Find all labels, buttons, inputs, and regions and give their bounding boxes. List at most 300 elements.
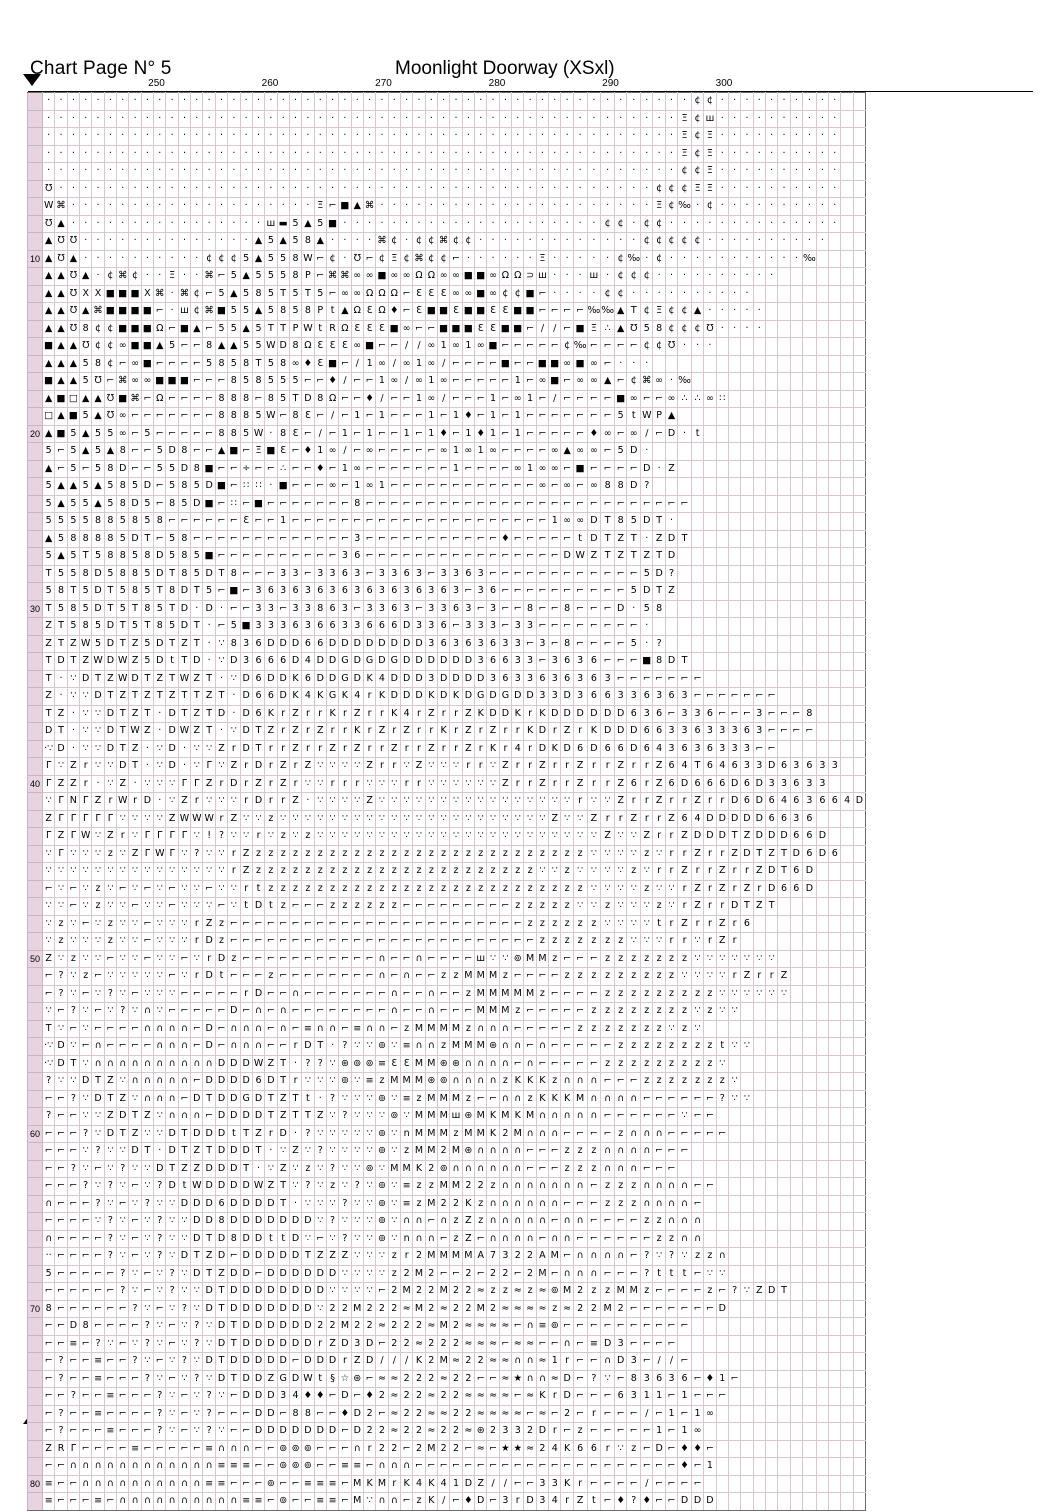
grid-cell: ¢ <box>615 215 627 233</box>
grid-cell: ⌐ <box>265 1020 277 1038</box>
grid-cell: Z <box>615 793 627 811</box>
grid-cell: · <box>653 285 665 303</box>
grid-cell <box>790 408 802 426</box>
grid-cell: ⌐ <box>524 1143 536 1161</box>
grid-cell: ∩ <box>573 1265 587 1283</box>
grid-cell: M <box>475 1003 487 1021</box>
grid-cell: · <box>43 128 55 146</box>
grid-cell: ⌘ <box>154 285 166 303</box>
grid-cell: ·∵ <box>43 1038 55 1056</box>
grid-cell: K <box>450 688 462 706</box>
grid-cell: ∵ <box>587 898 601 916</box>
grid-cell: · <box>289 198 301 216</box>
grid-cell: Z <box>289 723 301 741</box>
grid-cell: ⌐ <box>549 303 561 321</box>
grid-cell: ∵ <box>728 1090 740 1108</box>
grid-cell: D <box>601 723 615 741</box>
grid-cell: 5 <box>615 408 627 426</box>
grid-cell: ∵ <box>166 775 178 793</box>
grid-cell: · <box>363 93 375 111</box>
grid-cell: W <box>178 810 190 828</box>
grid-cell: z <box>326 898 338 916</box>
grid-cell: ℧ <box>67 303 79 321</box>
grid-cell: ∩ <box>641 1143 653 1161</box>
grid-cell: D <box>388 688 400 706</box>
grid-cell: Z <box>289 793 301 811</box>
grid-cell: ⌐ <box>587 985 601 1003</box>
grid-cell: Ɛ <box>499 303 511 321</box>
grid-cell: ∩ <box>141 1055 153 1073</box>
grid-cell: D <box>178 618 190 636</box>
grid-cell: ⌐ <box>641 1108 653 1126</box>
grid-cell: r <box>549 723 561 741</box>
grid-cell: z <box>587 933 601 951</box>
grid-cell: ⌐ <box>265 513 277 531</box>
grid-cell <box>853 740 865 758</box>
grid-cell: ■ <box>55 425 67 443</box>
grid-cell: z <box>450 1213 462 1231</box>
grid-cell: ⌐ <box>376 1003 388 1021</box>
grid-cell: 5 <box>55 513 67 531</box>
grid-cell: · <box>790 163 802 181</box>
grid-cell: 6 <box>778 758 790 776</box>
grid-cell: ⌐ <box>425 530 437 548</box>
grid-cell <box>803 1318 817 1336</box>
grid-cell <box>704 583 716 601</box>
grid-cell: ■ <box>512 303 524 321</box>
grid-cell: ⌐ <box>265 915 277 933</box>
grid-cell: ∵ <box>741 1038 753 1056</box>
grid-cell: · <box>641 145 653 163</box>
grid-cell: ⌐ <box>55 1318 67 1336</box>
grid-cell: · <box>388 110 400 128</box>
grid-cell: ≈ <box>512 1300 524 1318</box>
grid-cell: 8 <box>178 548 190 566</box>
grid-cell: z <box>587 1020 601 1038</box>
grid-cell: 6 <box>653 705 665 723</box>
grid-cell: ⌐ <box>67 898 79 916</box>
grid-cell: ⌐ <box>388 408 400 426</box>
grid-cell: ¢ <box>665 303 677 321</box>
row-label <box>28 618 43 636</box>
grid-cell: Z <box>240 863 252 881</box>
grid-cell: Z <box>141 1108 153 1126</box>
grid-cell: ∞ <box>665 390 677 408</box>
grid-cell: z <box>549 933 561 951</box>
grid-cell: z <box>549 880 561 898</box>
grid-cell: D <box>178 583 190 601</box>
grid-cell: 2 <box>351 1318 363 1336</box>
grid-cell: · <box>277 128 289 146</box>
grid-cell: 8 <box>289 338 301 356</box>
grid-cell: ⊚ <box>376 1125 388 1143</box>
grid-cell: · <box>228 705 240 723</box>
grid-row <box>28 1213 866 1231</box>
grid-cell: 8 <box>166 583 178 601</box>
grid-cell: · <box>678 268 692 286</box>
grid-cell: · <box>363 145 375 163</box>
grid-cell <box>816 338 828 356</box>
grid-cell: ⌐ <box>587 600 601 618</box>
grid-cell: ∵ <box>80 1003 92 1021</box>
grid-cell <box>728 1125 740 1143</box>
grid-cell: K <box>265 705 277 723</box>
grid-cell: ∵ <box>166 915 178 933</box>
grid-cell: ⌐ <box>400 985 412 1003</box>
grid-cell: 6 <box>252 653 264 671</box>
grid-cell: ⌐ <box>524 1003 536 1021</box>
grid-cell: ⌐ <box>351 950 363 968</box>
grid-cell: Ξ <box>314 198 326 216</box>
grid-cell: · <box>816 198 828 216</box>
grid-cell: ∩ <box>191 1055 203 1073</box>
grid-cell: · <box>289 180 301 198</box>
grid-cell: ▲ <box>302 215 314 233</box>
grid-cell: z <box>487 880 499 898</box>
grid-cell: ⌐ <box>240 530 252 548</box>
grid-cell: T <box>203 723 215 741</box>
grid-cell: Ω <box>154 390 166 408</box>
grid-cell: · <box>80 233 92 251</box>
grid-cell: D <box>326 670 338 688</box>
grid-cell: ⌐ <box>549 1143 561 1161</box>
grid-cell: z <box>438 968 450 986</box>
grid-cell: ⊚ <box>376 1230 388 1248</box>
grid-cell: 8 <box>80 530 92 548</box>
grid-cell: · <box>388 198 400 216</box>
grid-cell: ⌐ <box>678 1283 692 1301</box>
grid-cell: ■ <box>475 268 487 286</box>
grid-cell: ∩ <box>665 1195 677 1213</box>
grid-cell: ∵ <box>351 1125 363 1143</box>
grid-cell <box>853 880 865 898</box>
grid-cell: · <box>487 250 499 268</box>
grid-cell: ⌐ <box>104 1353 116 1371</box>
grid-cell: · <box>741 110 753 128</box>
grid-cell: T <box>104 600 116 618</box>
grid-cell: ∵ <box>641 863 653 881</box>
grid-cell: ∩ <box>512 1038 524 1056</box>
grid-cell: ⌐ <box>141 460 153 478</box>
grid-cell: · <box>252 128 264 146</box>
grid-cell <box>704 460 716 478</box>
grid-cell: T <box>129 758 141 776</box>
grid-cell: 5 <box>215 285 227 303</box>
grid-cell: · <box>536 93 548 111</box>
grid-cell: 5 <box>265 355 277 373</box>
grid-cell: z <box>641 985 653 1003</box>
grid-cell: z <box>549 1300 561 1318</box>
grid-cell: 8 <box>141 600 153 618</box>
grid-cell: · <box>154 128 166 146</box>
grid-cell: ∵ <box>154 915 166 933</box>
grid-cell: D <box>228 1160 240 1178</box>
grid-cell: ■ <box>363 338 375 356</box>
grid-cell <box>841 775 853 793</box>
grid-cell: ⌐ <box>43 1125 55 1143</box>
grid-cell: · <box>653 128 665 146</box>
grid-row <box>28 565 866 583</box>
grid-cell: r <box>376 705 388 723</box>
grid-cell: ▬ <box>277 215 289 233</box>
grid-cell: z <box>376 880 388 898</box>
grid-cell: ⌐ <box>376 495 388 513</box>
grid-cell <box>841 390 853 408</box>
grid-cell: ÷ <box>240 460 252 478</box>
grid-cell: ∵ <box>741 1283 753 1301</box>
grid-cell: Z <box>641 828 653 846</box>
grid-cell: ♦ <box>302 443 314 461</box>
grid-cell: ∵ <box>587 880 601 898</box>
grid-cell: K <box>512 1108 524 1126</box>
grid-cell: D <box>573 705 587 723</box>
grid-cell: ∩ <box>388 1003 400 1021</box>
grid-cell: ⌐ <box>302 968 314 986</box>
grid-cell: T <box>178 705 190 723</box>
grid-cell: · <box>691 338 703 356</box>
grid-cell: t <box>627 408 641 426</box>
grid-cell: ⌐ <box>388 495 400 513</box>
grid-cell: · <box>314 93 326 111</box>
grid-cell: ∵ <box>154 810 166 828</box>
grid-cell: 5 <box>265 303 277 321</box>
grid-row <box>28 968 866 986</box>
grid-cell: ▲ <box>43 390 55 408</box>
grid-cell: ⌐ <box>587 1195 601 1213</box>
grid-cell: ■ <box>117 390 129 408</box>
grid-cell: Z <box>92 793 104 811</box>
grid-cell: D <box>129 670 141 688</box>
grid-cell: ∵ <box>627 933 641 951</box>
grid-cell: 1 <box>438 338 450 356</box>
grid-cell: ▲ <box>55 285 67 303</box>
grid-cell <box>841 688 853 706</box>
grid-cell: ⌐ <box>704 1108 716 1126</box>
grid-cell: 5 <box>43 443 55 461</box>
grid-cell: ⌐ <box>252 915 264 933</box>
grid-cell: ∩ <box>166 1020 178 1038</box>
grid-cell <box>704 1213 716 1231</box>
grid-cell <box>765 355 777 373</box>
grid-cell: ⌐ <box>653 1090 665 1108</box>
grid-cell: ∵ <box>129 1090 141 1108</box>
grid-cell: · <box>438 198 450 216</box>
grid-cell: · <box>240 180 252 198</box>
ruler-tick: 270 <box>375 78 392 89</box>
grid-cell: Z <box>203 915 215 933</box>
grid-cell: D <box>252 1300 264 1318</box>
grid-cell: · <box>228 128 240 146</box>
grid-cell: r <box>561 775 573 793</box>
grid-cell: D <box>166 758 178 776</box>
grid-cell: 6 <box>704 758 716 776</box>
grid-cell: T <box>678 653 692 671</box>
grid-cell: D <box>400 635 412 653</box>
grid-cell: 6 <box>678 810 692 828</box>
grid-cell: W <box>117 653 129 671</box>
grid-cell: · <box>587 110 601 128</box>
grid-cell: · <box>524 215 536 233</box>
grid-cell <box>853 548 865 566</box>
grid-cell: W <box>573 548 587 566</box>
grid-cell: z <box>314 863 326 881</box>
grid-cell: ⌐ <box>117 1300 129 1318</box>
grid-cell <box>853 460 865 478</box>
grid-cell <box>691 373 703 391</box>
grid-cell: · <box>240 198 252 216</box>
grid-cell: ▲ <box>67 373 79 391</box>
grid-cell: r <box>388 723 400 741</box>
grid-cell: z <box>326 863 338 881</box>
grid-cell: ⊛ <box>462 1108 474 1126</box>
grid-cell <box>728 618 740 636</box>
grid-cell: D <box>536 723 548 741</box>
grid-cell: z <box>302 880 314 898</box>
grid-cell: W <box>252 1055 264 1073</box>
grid-cell: r <box>716 898 728 916</box>
grid-cell: ⌐ <box>191 1038 203 1056</box>
grid-row <box>28 443 866 461</box>
grid-cell: ∩ <box>627 1125 641 1143</box>
grid-cell: ∵ <box>314 1160 326 1178</box>
grid-cell: Z <box>252 775 264 793</box>
grid-cell: ∵ <box>92 863 104 881</box>
grid-cell: ∵ <box>154 1283 166 1301</box>
grid-cell: ■ <box>438 303 450 321</box>
grid-cell <box>765 548 777 566</box>
grid-cell: ▲ <box>55 215 67 233</box>
grid-cell: ∩ <box>487 1143 499 1161</box>
grid-cell: z <box>641 1283 653 1301</box>
grid-cell: ∩ <box>475 1160 487 1178</box>
grid-cell: ⌐ <box>524 548 536 566</box>
row-label <box>28 1073 43 1091</box>
grid-cell <box>816 915 828 933</box>
grid-cell: · <box>803 198 817 216</box>
grid-cell: 1 <box>450 443 462 461</box>
grid-cell: · <box>55 110 67 128</box>
grid-cell: ∩ <box>363 1020 375 1038</box>
grid-cell: · <box>462 145 474 163</box>
grid-cell <box>829 1283 841 1301</box>
grid-cell: ∵ <box>351 828 363 846</box>
grid-cell: ∵ <box>450 828 462 846</box>
grid-cell: ∵ <box>351 1160 363 1178</box>
grid-cell: z <box>615 933 627 951</box>
grid-cell: ⌐ <box>413 425 425 443</box>
grid-cell: ⌐ <box>601 390 615 408</box>
row-label <box>28 845 43 863</box>
grid-cell: 8 <box>117 443 129 461</box>
grid-cell: z <box>691 1055 703 1073</box>
grid-cell: ⌐ <box>627 495 641 513</box>
grid-cell <box>816 740 828 758</box>
grid-cell: 2 <box>450 1283 462 1301</box>
grid-cell: ⌐ <box>615 1073 627 1091</box>
grid-cell: z <box>601 1283 615 1301</box>
grid-cell: z <box>438 863 450 881</box>
grid-cell: z <box>462 880 474 898</box>
grid-cell: 8 <box>80 618 92 636</box>
grid-cell: 8 <box>252 373 264 391</box>
grid-cell: ⌐ <box>314 985 326 1003</box>
grid-cell <box>829 635 841 653</box>
grid-cell <box>841 810 853 828</box>
grid-cell: ≈ <box>450 1353 462 1371</box>
grid-cell: ∵ <box>314 1178 326 1196</box>
grid-cell: · <box>803 163 817 181</box>
grid-cell: ¢ <box>691 93 703 111</box>
grid-cell: ⌐ <box>80 1213 92 1231</box>
grid-cell: Z <box>67 775 79 793</box>
grid-cell: ? <box>339 1195 351 1213</box>
grid-cell: M <box>450 1178 462 1196</box>
grid-cell <box>691 583 703 601</box>
grid-cell: ∵ <box>92 1125 104 1143</box>
row-label <box>28 1318 43 1336</box>
grid-cell: · <box>601 163 615 181</box>
grid-cell: ⌐ <box>512 968 524 986</box>
grid-cell: ∩ <box>228 1038 240 1056</box>
grid-cell: · <box>450 93 462 111</box>
grid-cell: 3 <box>438 565 450 583</box>
grid-cell: D <box>363 1335 375 1353</box>
grid-cell: 1 <box>376 373 388 391</box>
grid-cell <box>853 1003 865 1021</box>
grid-cell <box>853 373 865 391</box>
grid-cell: ? <box>326 1160 338 1178</box>
grid-cell: ⌐ <box>704 1178 716 1196</box>
grid-cell: · <box>829 93 841 111</box>
grid-cell: · <box>512 215 524 233</box>
grid-cell: ∵ <box>499 810 511 828</box>
grid-cell: r <box>400 1248 412 1266</box>
grid-cell: · <box>438 128 450 146</box>
grid-cell: · <box>816 145 828 163</box>
grid-cell: ⌐ <box>475 390 487 408</box>
grid-cell: ⌐ <box>601 583 615 601</box>
grid-cell: ■ <box>277 478 289 496</box>
grid-cell: Z <box>573 758 587 776</box>
grid-cell: r <box>438 740 450 758</box>
grid-cell: D <box>289 1283 301 1301</box>
grid-cell: 6 <box>388 583 400 601</box>
grid-cell: ∷ <box>252 478 264 496</box>
grid-cell: ⌐ <box>339 355 351 373</box>
grid-cell: ⌐ <box>678 1318 692 1336</box>
grid-cell: ∩ <box>92 1055 104 1073</box>
grid-cell: z <box>302 863 314 881</box>
grid-cell <box>665 635 677 653</box>
grid-cell: 6 <box>339 565 351 583</box>
grid-row <box>28 583 866 601</box>
grid-cell <box>841 1318 853 1336</box>
grid-cell: ⊚ <box>339 1073 351 1091</box>
grid-cell: z <box>413 845 425 863</box>
grid-cell: · <box>43 145 55 163</box>
grid-cell: 6 <box>450 600 462 618</box>
grid-cell: · <box>203 233 215 251</box>
grid-cell: ⌐ <box>376 1335 388 1353</box>
grid-cell: ¢ <box>691 110 703 128</box>
grid-cell: ⌐ <box>704 688 716 706</box>
grid-cell: ? <box>43 1108 55 1126</box>
row-label <box>28 478 43 496</box>
grid-cell: ∵ <box>141 1160 153 1178</box>
grid-cell: 5 <box>627 635 641 653</box>
grid-cell: ∩ <box>587 1248 601 1266</box>
grid-cell <box>829 1195 841 1213</box>
